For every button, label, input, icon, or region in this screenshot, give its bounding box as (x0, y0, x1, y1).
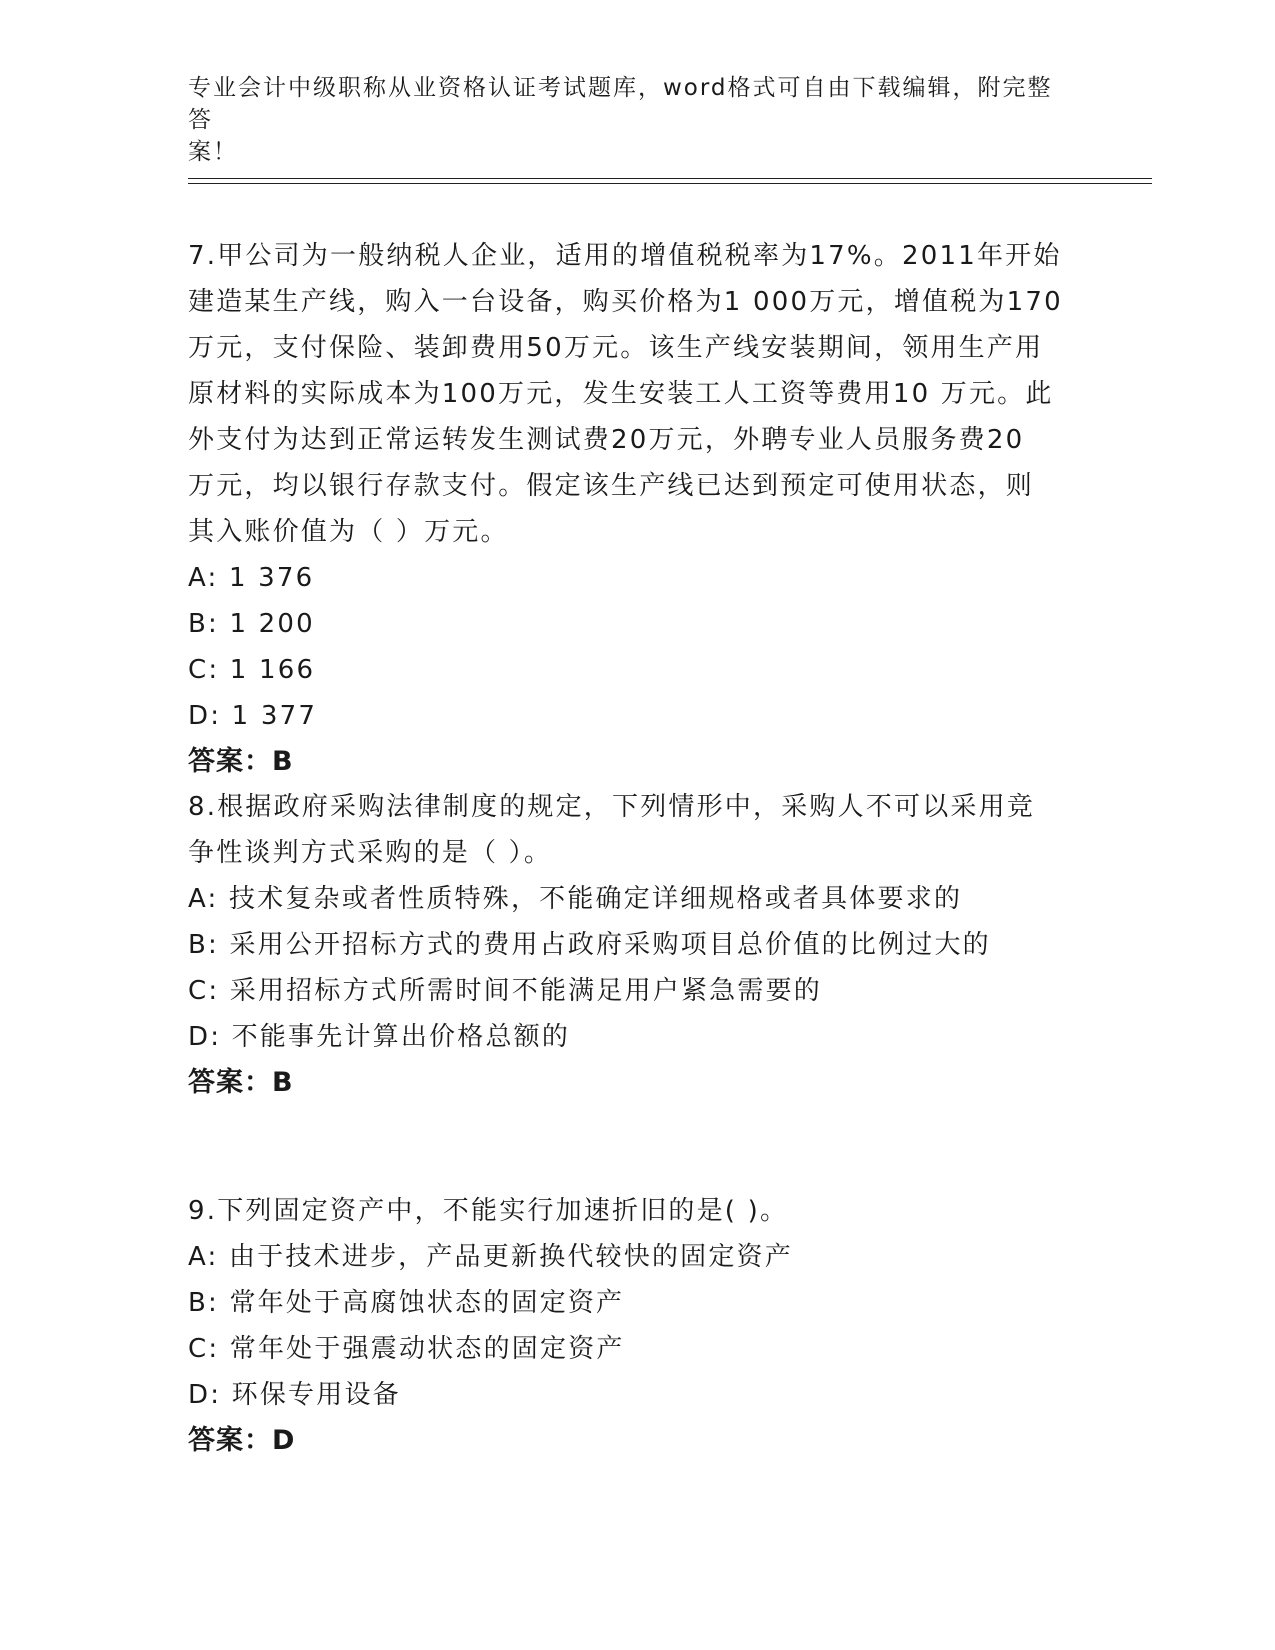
option-b: B: 1 200 (188, 609, 315, 639)
question-8 (188, 784, 1088, 1106)
document-header (188, 72, 1068, 168)
option-c: C: 采用招标方式所需时间不能满足用户紧急需要的 (188, 976, 822, 1006)
option-b: B: 常年处于高腐蚀状态的固定资产 (188, 1288, 625, 1318)
question-stem (188, 1188, 1088, 1234)
option-b: B: 采用公开招标方式的费用占政府采购项目总价值的比例过大的 (188, 930, 991, 960)
answer-label: 答案：B (188, 1067, 294, 1098)
answer-label: 答案：B (188, 746, 294, 777)
question-stem (188, 784, 1088, 876)
option-d: D: 1 377 (188, 701, 318, 731)
stem-line: 8.根据政府采购法律制度的规定，下列情形中，采购人不可以采用竞 (188, 792, 1036, 822)
stem-line: 原材料的实际成本为100万元，发生安装工人工资等费用10 万元。此 (188, 379, 1054, 409)
answer-label: 答案：D (188, 1425, 296, 1456)
option-c: C: 常年处于强震动状态的固定资产 (188, 1334, 625, 1364)
stem-line: 万元，均以银行存款支付。假定该生产线已达到预定可使用状态，则 (188, 471, 1035, 501)
option-c: C: 1 166 (188, 655, 316, 685)
stem-line: 万元，支付保险、装卸费用50万元。该生产线安装期间，领用生产用 (188, 333, 1044, 363)
stem-line: 9.下列固定资产中，不能实行加速折旧的是( )。 (188, 1196, 789, 1226)
option-a: A: 技术复杂或者性质特殊，不能确定详细规格或者具体要求的 (188, 884, 963, 914)
header-divider-bottom (188, 183, 1152, 184)
header-line-1: 专业会计中级职称从业资格认证考试题库，word格式可自由下载编辑，附完整答 (188, 75, 1053, 133)
option-a: A: 1 376 (188, 563, 315, 593)
question-7 (188, 233, 1088, 785)
question-9 (188, 1188, 1088, 1464)
option-a: A: 由于技术进步，产品更新换代较快的固定资产 (188, 1242, 793, 1272)
stem-line: 建造某生产线，购入一台设备，购买价格为1 000万元，增值税为170 (188, 287, 1063, 317)
option-d: D: 不能事先计算出价格总额的 (188, 1022, 571, 1052)
stem-line: 争性谈判方式采购的是（ ）。 (188, 838, 553, 868)
header-line-2: 案！ (188, 139, 238, 165)
stem-line: 7.甲公司为一般纳税人企业，适用的增值税税率为17%。2011年开始 (188, 241, 1062, 271)
stem-line: 其入账价值为（ ）万元。 (188, 517, 509, 547)
header-divider-top (188, 178, 1152, 179)
question-stem (188, 233, 1088, 555)
option-d: D: 环保专用设备 (188, 1380, 401, 1410)
stem-line: 外支付为达到正常运转发生测试费20万元，外聘专业人员服务费20 (188, 425, 1025, 455)
